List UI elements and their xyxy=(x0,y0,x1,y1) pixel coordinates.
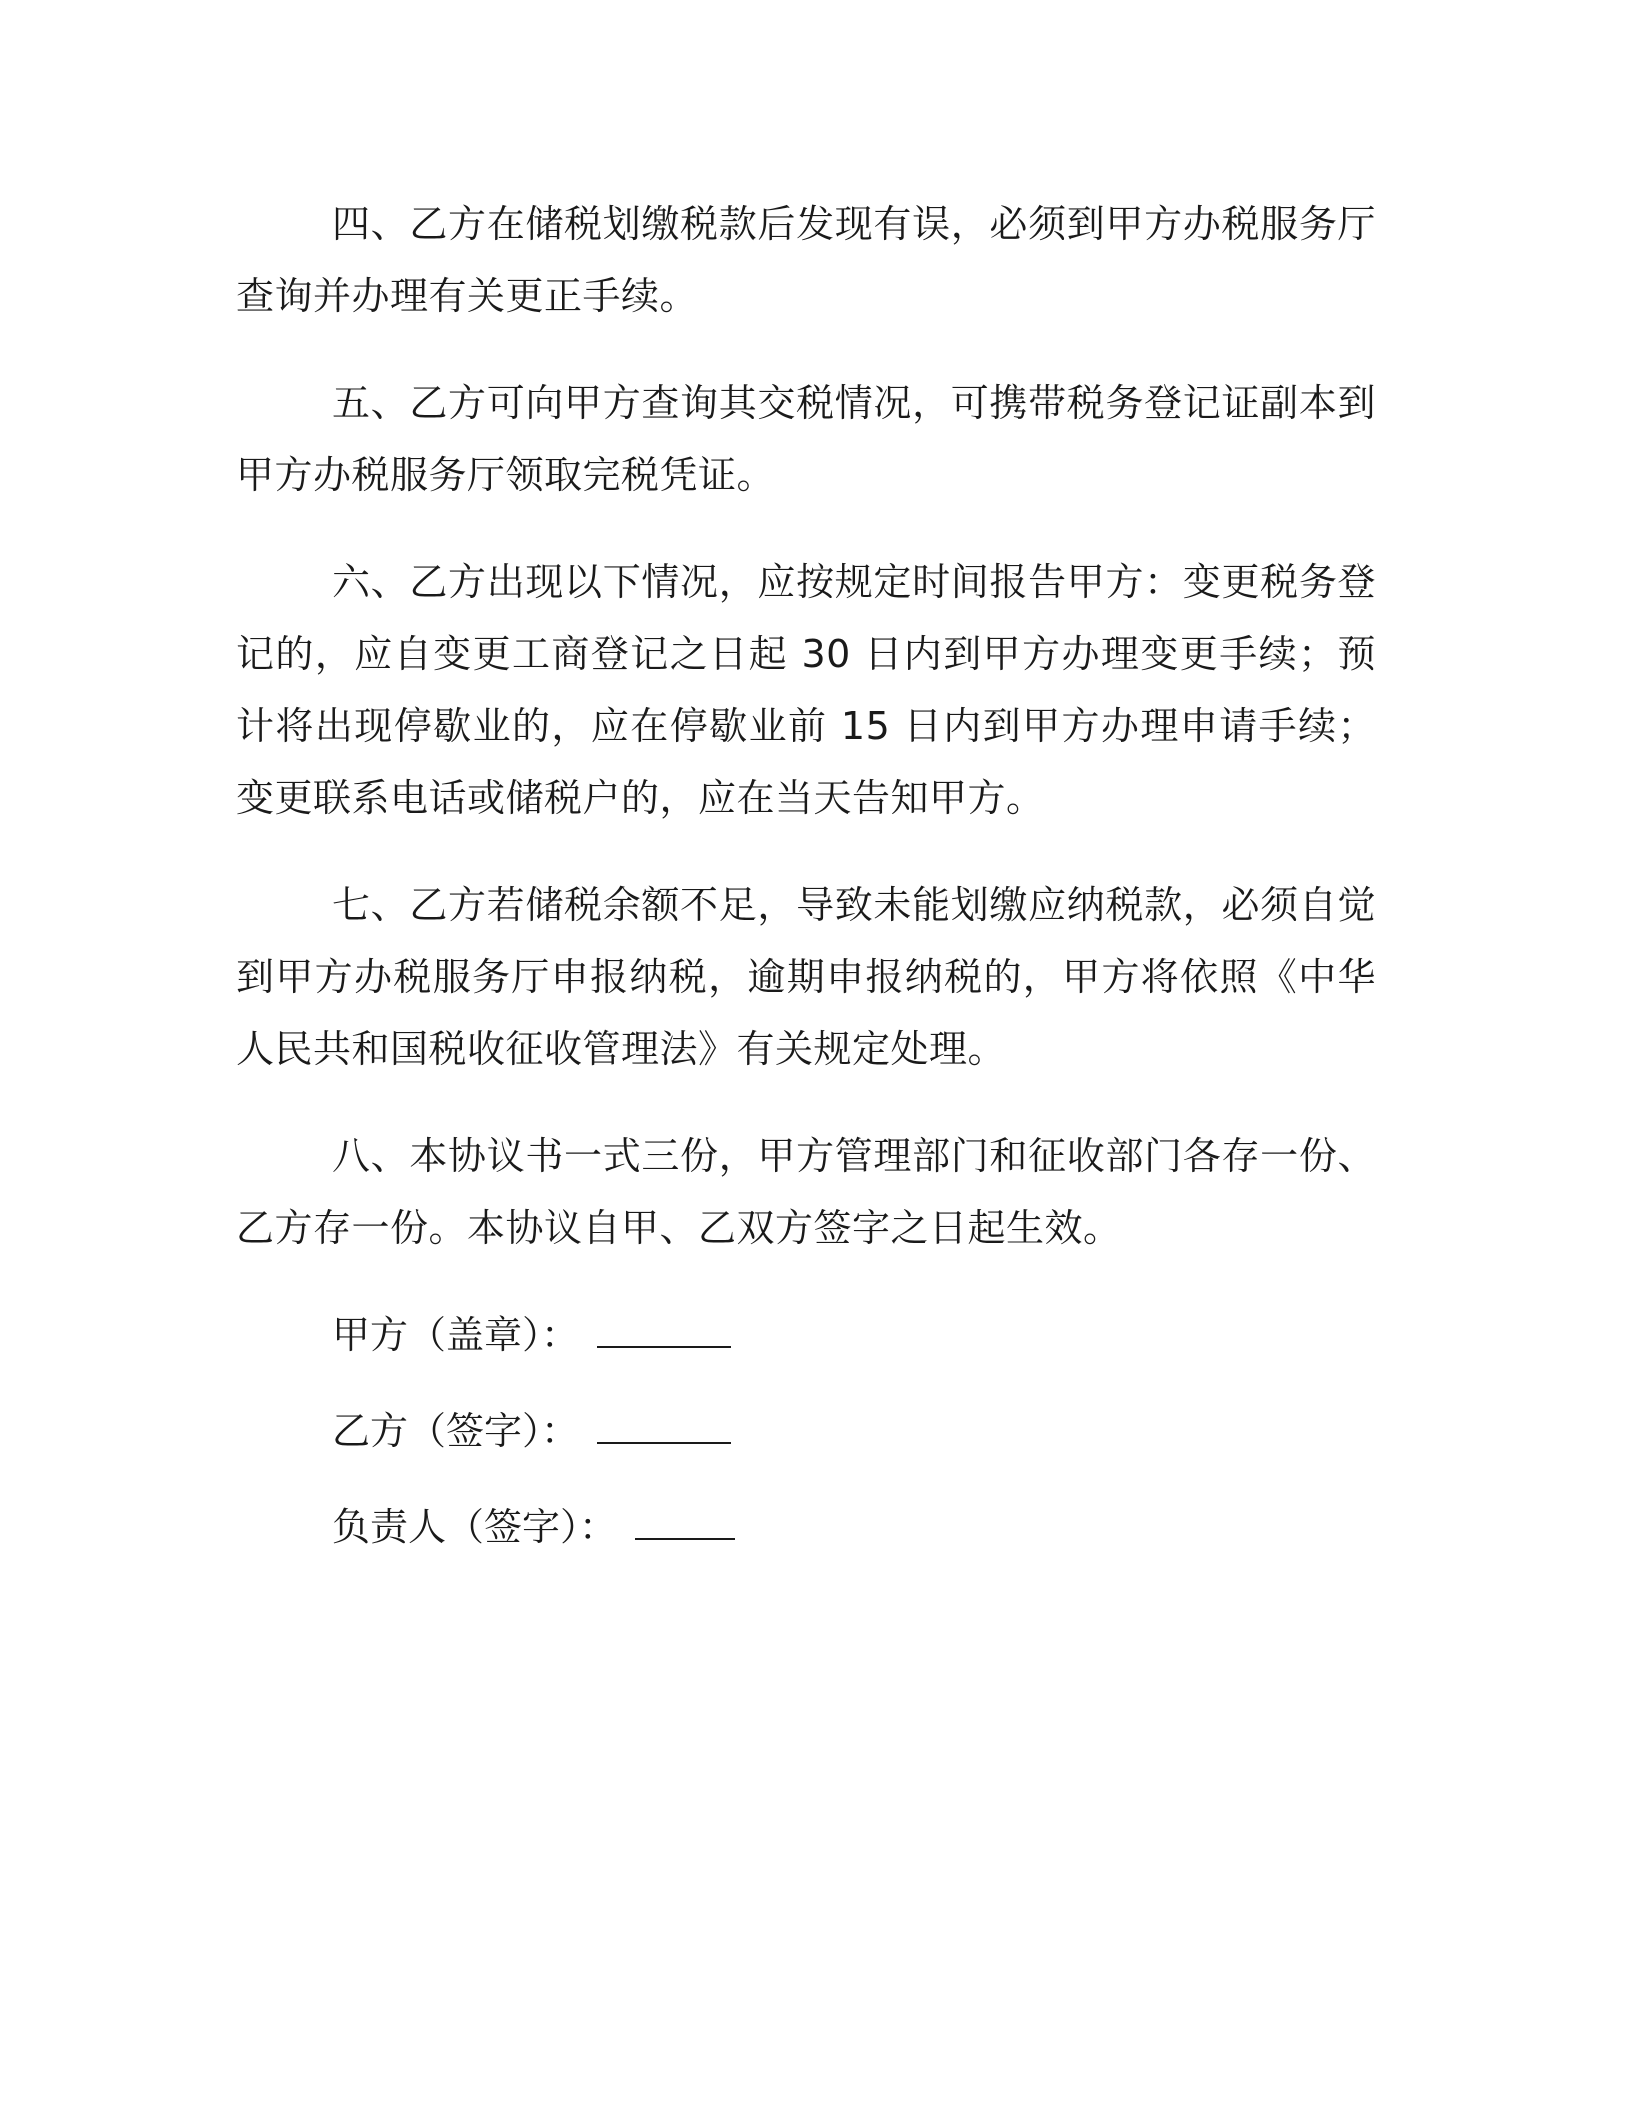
signature-party-a-label: 甲方（盖章）： xyxy=(332,1313,580,1357)
signature-responsible-blank xyxy=(635,1494,735,1540)
document-body xyxy=(236,188,1376,1587)
clause-6: 六、乙方出现以下情况，应按规定时间报告甲方：变更税务登记的，应自变更工商登记之日起 30 日内到甲方办理变更手续；预计将出现停歇业的，应在停歇业前 15 日内到甲方办理申请手续；变更联系电话或储税户的，应在当天告知甲方。 xyxy=(236,560,1376,820)
clause-4: 四、乙方在储税划缴税款后发现有误，必须到甲方办税服务厅查询并办理有关更正手续。 xyxy=(236,202,1376,318)
signature-party-b-label: 乙方（签字）： xyxy=(332,1409,580,1453)
clause-7: 七、乙方若储税余额不足，导致未能划缴应纳税款，必须自觉到甲方办税服务厅申报纳税，逾期申报纳税的，甲方将依照《中华人民共和国税收征收管理法》有关规定处理。 xyxy=(236,883,1376,1071)
clause-5: 五、乙方可向甲方查询其交税情况，可携带税务登记证副本到甲方办税服务厅领取完税凭证。 xyxy=(236,381,1376,497)
signature-party-b xyxy=(236,1395,1376,1467)
signature-party-a-blank xyxy=(597,1302,731,1348)
signature-responsible-label: 负责人（签字）： xyxy=(332,1505,618,1549)
signature-party-b-blank xyxy=(597,1398,731,1444)
signature-responsible xyxy=(236,1491,1376,1563)
signature-party-a xyxy=(236,1299,1376,1371)
clause-8: 八、本协议书一式三份，甲方管理部门和征收部门各存一份、乙方存一份。本协议自甲、乙双方签字之日起生效。 xyxy=(236,1134,1376,1250)
